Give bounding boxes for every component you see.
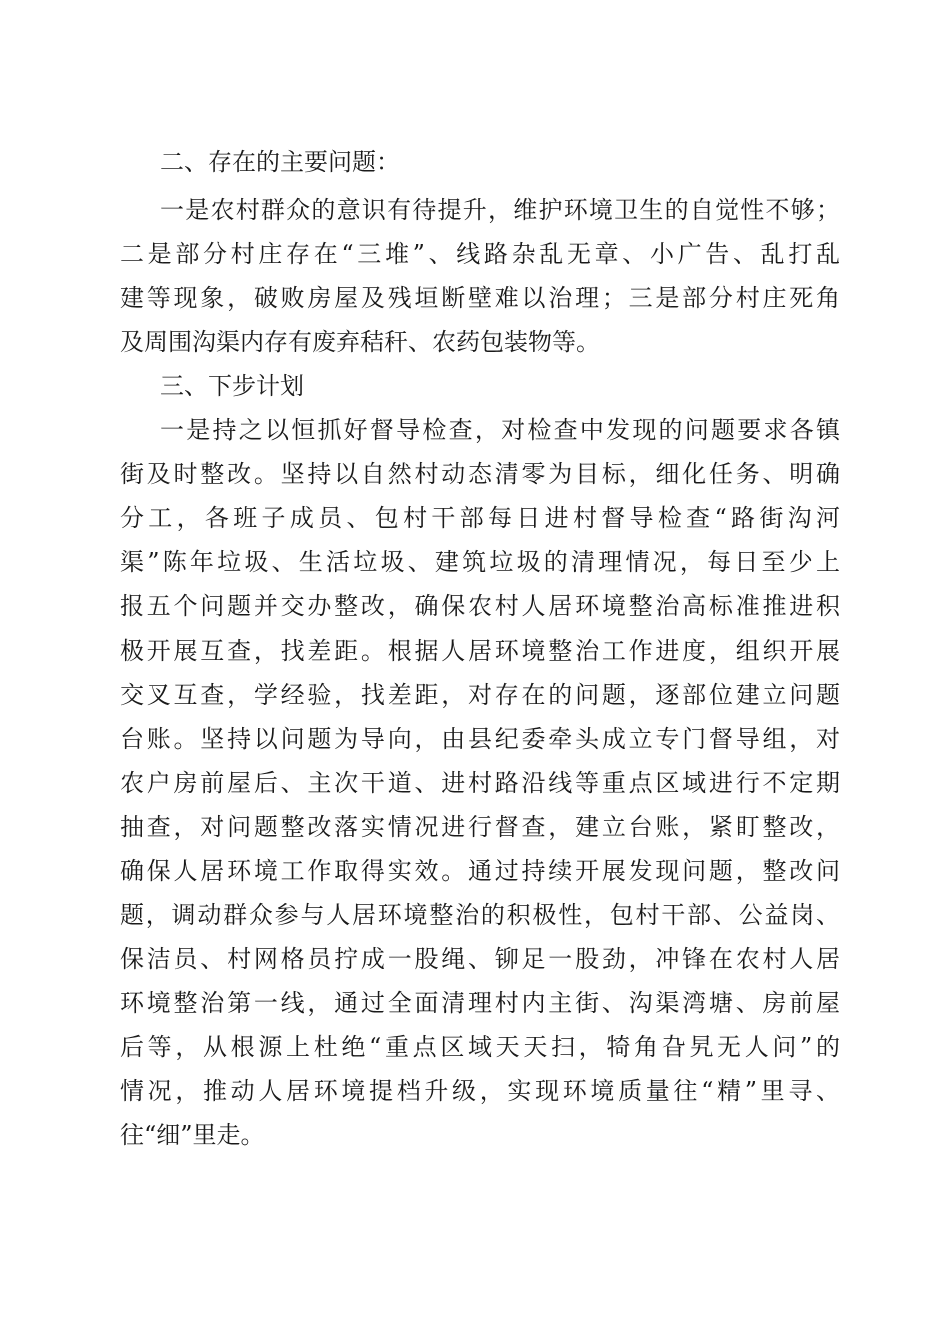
paragraph-line: 极开展互查，找差距。根据人居环境整治工作进度，组织开展 <box>120 637 840 665</box>
paragraph-line: 台账。坚持以问题为导向，由县纪委牵头成立专门督导组，对 <box>120 725 840 753</box>
paragraph-line: 二是部分村庄存在“三堆”、线路杂乱无章、小广告、乱打乱 <box>120 240 840 268</box>
paragraph-line: 题，调动群众参与人居环境整治的积极性，包村干部、公益岗、 <box>120 901 840 929</box>
paragraph-line: 报五个问题并交办整改，确保农村人居环境整治高标准推进积 <box>120 592 840 620</box>
paragraph-line: 后等，从根源上杜绝“重点区域天天扫，犄角旮旯无人问”的 <box>120 1033 840 1061</box>
paragraph-line: 建等现象，破败房屋及残垣断壁难以治理；三是部分村庄死角 <box>120 284 840 312</box>
paragraph-line: 情况，推动人居环境提档升级，实现环境质量往“精”里寻、 <box>120 1077 840 1105</box>
paragraph-line: 往“细”里走。 <box>120 1121 265 1149</box>
paragraph-line: 交叉互查，学经验，找差距，对存在的问题，逐部位建立问题 <box>120 681 840 709</box>
paragraph-line: 保洁员、村网格员拧成一股绳、铆足一股劲，冲锋在农村人居 <box>120 945 840 973</box>
paragraph-line: 农户房前屋后、主次干道、进村路沿线等重点区域进行不定期 <box>120 769 840 797</box>
paragraph-line: 一是农村群众的意识有待提升，维护环境卫生的自觉性不够； <box>160 196 840 224</box>
section-heading-problems: 二、存在的主要问题： <box>160 148 400 176</box>
paragraph-line: 环境整治第一线，通过全面清理村内主街、沟渠湾塘、房前屋 <box>120 989 840 1017</box>
paragraph-line: 分工，各班子成员、包村干部每日进村督导检查“路街沟河 <box>120 504 840 532</box>
paragraph-line: 抽查，对问题整改落实情况进行督查，建立台账，紧盯整改， <box>120 813 840 841</box>
section-heading-plan: 三、下步计划 <box>160 372 304 400</box>
paragraph-line: 街及时整改。坚持以自然村动态清零为目标，细化任务、明确 <box>120 460 840 488</box>
paragraph-line: 渠”陈年垃圾、生活垃圾、建筑垃圾的清理情况，每日至少上 <box>120 548 840 576</box>
paragraph-line: 一是持之以恒抓好督导检查，对检查中发现的问题要求各镇 <box>160 416 840 444</box>
paragraph-line: 及周围沟渠内存有废弃秸秆、农药包装物等。 <box>120 328 600 356</box>
paragraph-line: 确保人居环境工作取得实效。通过持续开展发现问题，整改问 <box>120 857 840 885</box>
